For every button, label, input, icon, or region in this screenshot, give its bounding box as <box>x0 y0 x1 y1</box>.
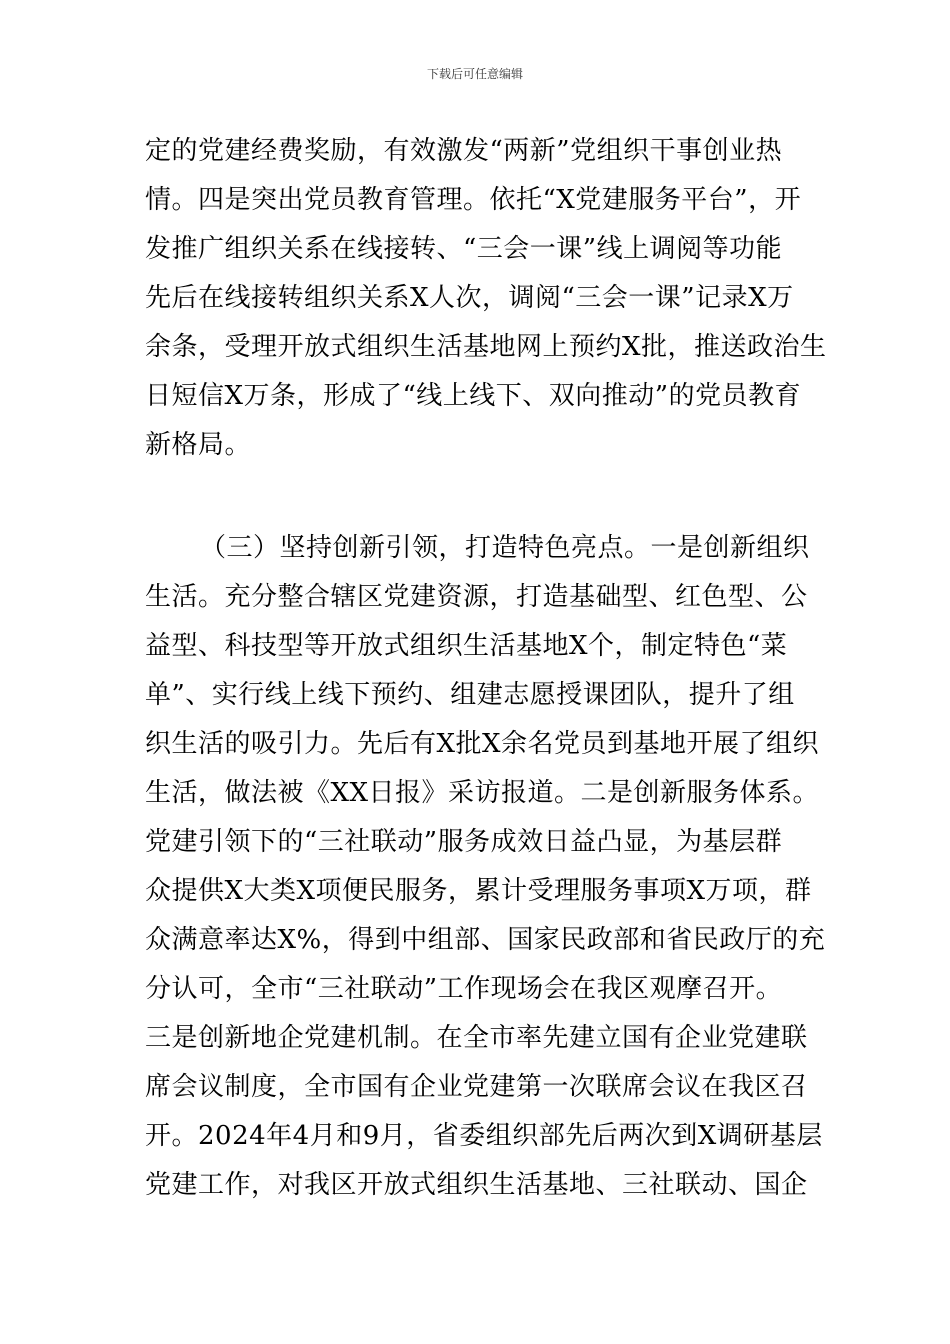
text-line: 益型、科技型等开放式组织生活基地X个，制定特色“菜 <box>145 631 788 661</box>
text-line: 新格局。 <box>145 430 252 460</box>
text-line: 单”、实行线上线下预约、组建志愿授课团队，提升了组 <box>145 680 795 710</box>
text-line: 众提供X大类X项便民服务，累计受理服务事项X万项，群 <box>145 876 812 906</box>
text-line: 分认可，全市“三社联动”工作现场会在我区观摩召开。 <box>145 974 783 1004</box>
text-line: 先后在线接转组织关系X人次，调阅“三会一课”记录X万 <box>145 283 794 313</box>
text-line: 日短信X万条，形成了“线上线下、双向推动”的党员教育 <box>145 381 802 411</box>
text-line: 生活，做法被《XX日报》采访报道。二是创新服务体系。 <box>145 778 820 808</box>
section-heading-line: （三）坚持创新引领，打造特色亮点。一是创新组织 <box>200 533 810 563</box>
paragraph-continuation <box>145 127 827 470</box>
text-line: 席会议制度，全市国有企业党建第一次联席会议在我区召 <box>145 1072 808 1102</box>
text-line: 余条，受理开放式组织生活基地网上预约X批，推送政治生 <box>145 332 827 362</box>
text-line: 众满意率达X%，得到中组部、国家民政部和省民政厅的充 <box>145 925 826 955</box>
text-line: 开。2024年4月和9月，省委组织部先后两次到X调研基层 <box>145 1121 823 1151</box>
text-line: 织生活的吸引力。先后有X批X余名党员到基地开展了组织 <box>145 729 820 759</box>
page-header: 下载后可任意编辑 <box>426 67 523 81</box>
text-line: 情。四是突出党员教育管理。依托“X党建服务平台”，开 <box>145 185 802 215</box>
text-line: 三是创新地企党建机制。在全市率先建立国有企业党建联 <box>145 1023 808 1053</box>
text-line: 党建工作，对我区开放式组织生活基地、三社联动、国企 <box>145 1170 808 1200</box>
text-line: 定的党建经费奖励，有效激发“两新”党组织干事创业热 <box>145 136 783 166</box>
text-line: 生活。充分整合辖区党建资源，打造基础型、红色型、公 <box>145 582 808 612</box>
paragraph-section-three <box>145 524 826 1210</box>
text-line: 发推广组织关系在线接转、“三会一课”线上调阅等功能 <box>145 234 783 264</box>
text-line: 党建引领下的“三社联动”服务成效日益凸显，为基层群 <box>145 827 783 857</box>
